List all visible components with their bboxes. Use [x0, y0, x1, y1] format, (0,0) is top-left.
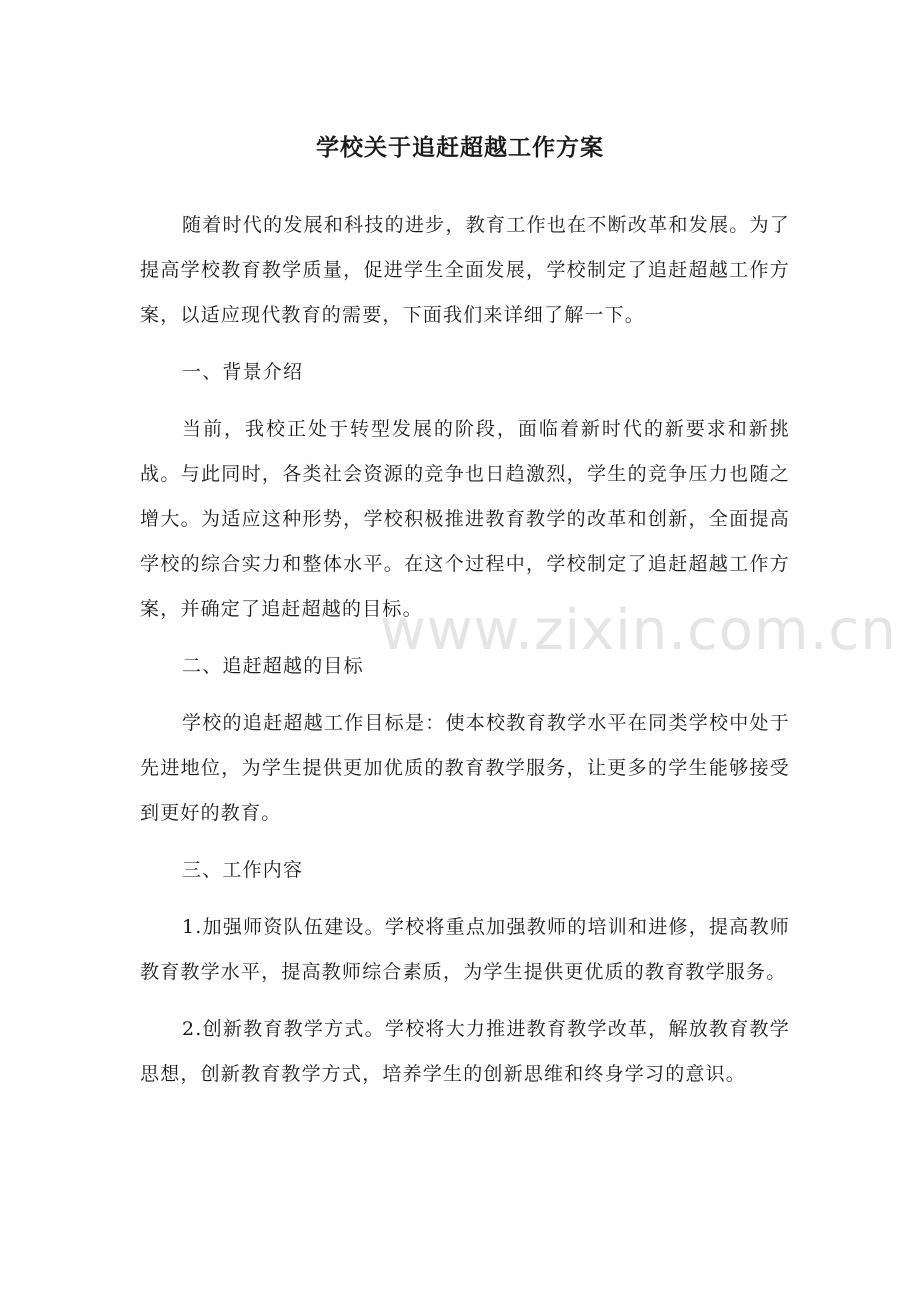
section-paragraph: 1.加强师资队伍建设。学校将重点加强教师的培训和进修，提高教师教育教学水平，提高教师综合素质，为学生提供更优质的教育教学服务。 — [140, 916, 790, 983]
intro-paragraph: 随着时代的发展和科技的进步，教育工作也在不断改革和发展。为了提高学校教育教学质量，促进学生全面发展，学校制定了追赶超越工作方案，以适应现代教育的需要，下面我们来详细了解一下。 — [140, 214, 790, 326]
document-title: 学校关于追赶超越工作方案 — [316, 135, 604, 161]
section-paragraph: 学校的追赶超越工作目标是：使本校教育教学水平在同类学校中处于先进地位，为学生提供更加优质的教育教学服务，让更多的学生能够接受到更好的教育。 — [140, 712, 790, 824]
watermark: www.zixin.com.cn — [380, 598, 897, 663]
section-paragraph: 当前，我校正处于转型发展的阶段，面临着新时代的新要求和新挑战。与此同时，各类社会资源的竞争也日趋激烈，学生的竞争压力也随之增大。为适应这种形势，学校积极推进教育教学的改革和创新，全面提高学校的综合实力和整体水平。在这个过程中，学校制定了追赶超越工作方案，并确定了追赶超越的目标。 — [140, 418, 790, 620]
section-heading-background: 一、背景介绍 — [182, 361, 304, 383]
document-body — [140, 203, 790, 1109]
section-heading-goal: 二、追赶超越的目标 — [182, 655, 364, 677]
section-heading-work-content: 三、工作内容 — [182, 859, 304, 881]
section-paragraph: 2.创新教育教学方式。学校将大力推进教育教学改革，解放教育教学思想，创新教育教学方式，培养学生的创新思维和终身学习的意识。 — [140, 1018, 790, 1085]
